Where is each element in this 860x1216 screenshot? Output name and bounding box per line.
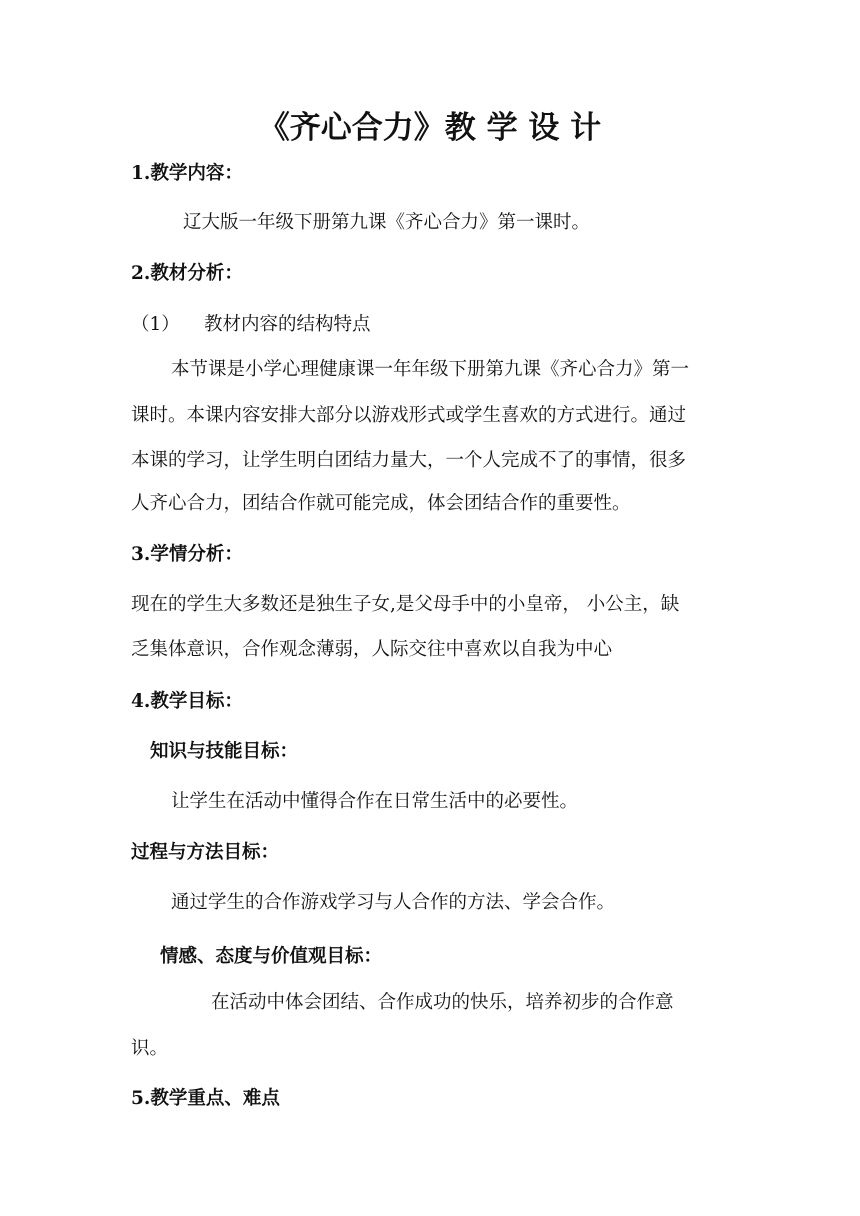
textbook-sub-title: 教材内容的结构特点 bbox=[204, 314, 371, 335]
learners-para-line: 现在的学生大多数还是独生子女,是父母手中的小皇帝， 小公主，缺 bbox=[131, 594, 680, 615]
emotion-goal-heading: 情感、态度与价值观目标： bbox=[160, 946, 383, 967]
textbook-para-line: 人齐心合力，团结合作就可能完成，体会团结合作的重要性。 bbox=[131, 493, 631, 514]
section-heading-textbook: 2.教材分析： bbox=[131, 263, 243, 284]
section-heading-goals: 4.教学目标： bbox=[131, 691, 243, 712]
process-goal-text: 通过学生的合作游戏学习与人合作的方法、学会合作。 bbox=[171, 892, 616, 913]
knowledge-goal-text: 让学生在活动中懂得合作在日常生活中的必要性。 bbox=[171, 791, 579, 812]
knowledge-goal-heading: 知识与技能目标： bbox=[150, 741, 299, 762]
content-text: 辽大版一年级下册第九课《齐心合力》第一课时。 bbox=[183, 212, 591, 233]
document-title: 《齐心合力》教 学 设 计 bbox=[258, 110, 602, 146]
learners-para-line: 乏集体意识，合作观念薄弱，人际交往中喜欢以自我为中心 bbox=[131, 639, 613, 660]
textbook-para-line: 课时。本课内容安排大部分以游戏形式或学生喜欢的方式进行。通过 bbox=[131, 405, 687, 426]
process-goal-heading: 过程与方法目标： bbox=[131, 842, 280, 863]
textbook-para-line: 本节课是小学心理健康课一年年级下册第九课《齐心合力》第一 bbox=[171, 359, 690, 380]
emotion-goal-line: 识。 bbox=[131, 1038, 169, 1059]
textbook-para-line: 本课的学习，让学生明白团结力量大，一个人完成不了的事情，很多 bbox=[131, 450, 687, 471]
section-heading-learners: 3.学情分析： bbox=[131, 544, 243, 565]
emotion-goal-line: 在活动中体会团结、合作成功的快乐，培养初步的合作意 bbox=[211, 992, 674, 1013]
section-heading-key-points: 5.教学重点、难点 bbox=[131, 1088, 280, 1109]
textbook-sub-label: （1） bbox=[131, 314, 180, 335]
section-heading-content: 1.教学内容： bbox=[131, 163, 243, 184]
